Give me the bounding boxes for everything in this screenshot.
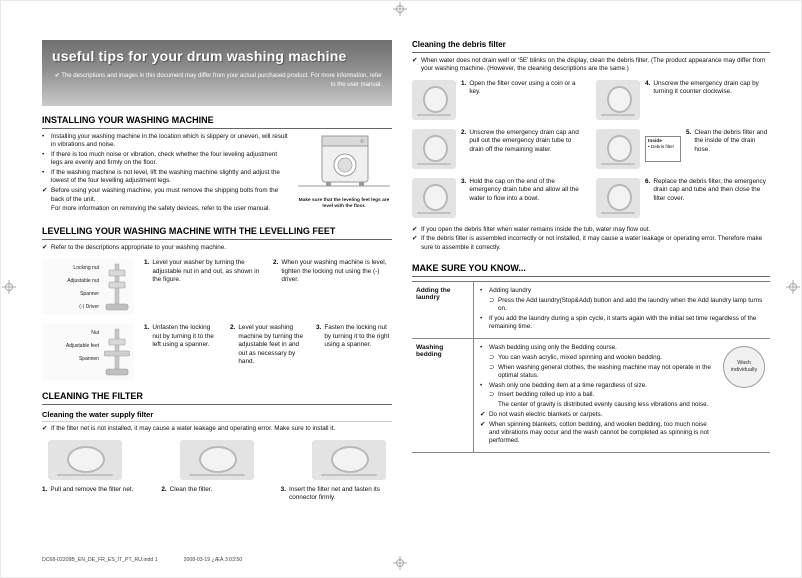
step-number: 2. bbox=[461, 128, 467, 136]
debris-step-5 bbox=[596, 129, 770, 169]
sub-marker: ⊃ bbox=[489, 391, 495, 399]
step-item bbox=[281, 486, 392, 503]
bullet-text: Wash only one bedding item at a time regardless of size. bbox=[489, 381, 647, 389]
levelling-foot-illustration bbox=[104, 262, 130, 312]
bullet-marker: • bbox=[480, 381, 483, 389]
check-marker: ✔ bbox=[412, 235, 418, 243]
registration-mark-left bbox=[2, 280, 16, 294]
diagram-label: Adjustable nut bbox=[67, 278, 99, 285]
step-item bbox=[273, 259, 392, 313]
bullet-marker: • bbox=[480, 314, 483, 322]
bullet-marker: • bbox=[42, 133, 45, 140]
wash-individually-badge: Wash individually bbox=[723, 346, 765, 388]
step-number: 1. bbox=[42, 485, 48, 493]
step-number: 3. bbox=[280, 485, 286, 493]
step-number: 6. bbox=[645, 177, 651, 185]
step-number: 1. bbox=[461, 79, 467, 87]
sub-text: When washing general clothes, the washing machine may not operate in the optimal status. bbox=[498, 363, 711, 379]
step-number: 3. bbox=[461, 177, 467, 185]
debris-step-6-image bbox=[596, 178, 640, 218]
bullet-marker: • bbox=[480, 343, 483, 351]
step-number: 4. bbox=[645, 79, 651, 87]
row-label: Adding the laundry bbox=[412, 282, 474, 338]
diagram-labels bbox=[46, 262, 99, 310]
row-label: Washing bedding bbox=[412, 339, 474, 452]
row-content bbox=[474, 282, 770, 338]
step-number: 2. bbox=[161, 485, 167, 493]
check-line bbox=[412, 235, 770, 252]
continuation-line bbox=[42, 205, 288, 213]
debris-step-1-image bbox=[412, 80, 456, 120]
check-text: If the debris filter is assembled incorrectly or not installed, it may cause a water leakage or operating error. Therefore make sure to assemble it correctly. bbox=[421, 235, 763, 251]
bullet-line bbox=[42, 169, 288, 186]
right-column bbox=[412, 40, 770, 453]
debris-step-4-image bbox=[596, 80, 640, 120]
debris-steps-column-left bbox=[412, 80, 586, 218]
sub-line bbox=[489, 364, 716, 381]
step-number: 3. bbox=[316, 324, 322, 332]
debris-filter-inset-label bbox=[645, 136, 681, 162]
step-text: When your washing machine is level, tighten the locking nut using the (-) driver. bbox=[281, 259, 387, 284]
table-row-adding-laundry bbox=[412, 282, 770, 339]
levelling-method-1 bbox=[42, 259, 392, 315]
step-item bbox=[461, 129, 586, 167]
check-marker: ✔ bbox=[480, 411, 486, 419]
section-title-debris-filter: Cleaning the debris filter bbox=[412, 40, 770, 53]
debris-step-6 bbox=[596, 178, 770, 218]
bullet-text: Adding laundry bbox=[489, 286, 532, 294]
bullet-line bbox=[480, 344, 716, 352]
bullet-line bbox=[42, 151, 288, 168]
left-column bbox=[42, 40, 392, 505]
bullet-line bbox=[480, 315, 764, 332]
footer-date: 2008-03-19 ¿ÆÀ 3:03:50 bbox=[183, 557, 243, 563]
bullet-marker: • bbox=[42, 151, 45, 159]
diagram-labels bbox=[46, 327, 99, 362]
filter-steps bbox=[42, 486, 392, 505]
step-number: 1. bbox=[144, 324, 150, 332]
step-item bbox=[461, 80, 586, 118]
diagram-label: Spannen bbox=[78, 356, 99, 363]
subsection-title-water-supply-filter: Cleaning the water supply filter bbox=[42, 410, 392, 422]
check-text: When water does not drain well or ‘5E’ blinks on the display, clean the debris filter. (The product appearance may differ from your washing machine. (However, the cleaning descriptions are the same.) bbox=[421, 57, 766, 73]
step-text: Unfasten the locking nut by turning it to the left using a spanner. bbox=[152, 324, 214, 349]
step-item bbox=[144, 259, 263, 313]
step-text: Clean the filter. bbox=[169, 485, 213, 493]
bullet-marker: • bbox=[480, 286, 483, 294]
bullet-line bbox=[42, 133, 288, 150]
section-title-installing: INSTALLING YOUR WASHING MACHINE bbox=[42, 115, 392, 129]
inset-label-line2: • Debris filter bbox=[648, 143, 675, 149]
diagram-label: (-) Driver bbox=[79, 304, 99, 311]
print-footer bbox=[42, 557, 242, 563]
check-text: If the filter net is not installed, it may cause a water leakage and operating error. Make sure to install it. bbox=[51, 425, 336, 433]
check-marker: ✔ bbox=[42, 425, 48, 433]
table-row-washing-bedding bbox=[412, 339, 770, 453]
step-number: 2. bbox=[230, 324, 236, 332]
continuation-text: The center of gravity is distributed evenly causing less vibrations and noise. bbox=[498, 401, 709, 409]
registration-mark-right bbox=[786, 280, 800, 294]
levelling-diagram-2 bbox=[42, 324, 134, 380]
registration-mark-bottom bbox=[393, 556, 407, 570]
sub-line bbox=[489, 354, 716, 362]
bullet-text: If you add the laundry during a spin cycle, it starts again with the initial set time regardless of the remaining time. bbox=[489, 314, 757, 331]
step-number: 2. bbox=[273, 259, 279, 267]
step-item bbox=[230, 324, 306, 378]
debris-step-5-image bbox=[596, 129, 640, 169]
check-marker: ✔ bbox=[42, 187, 48, 195]
step-text: Pull and remove the filter net. bbox=[50, 485, 134, 493]
washing-machine-illustration bbox=[296, 133, 392, 191]
diagram-label: Locking nut bbox=[73, 265, 99, 272]
check-line bbox=[42, 244, 392, 252]
footer-file-name: DC68-02209B_EN_DE_FR_ES_IT_PT_RU.indd 1 bbox=[42, 557, 158, 563]
bullet-text: If the washing machine is not level, lift the washing machine slightly and adjust the lowest of the four levelling adjustment legs. bbox=[51, 169, 280, 185]
levelling-steps-2 bbox=[144, 324, 392, 380]
check-text: If you open the debris filter when water remains inside the tub, water may flow out. bbox=[421, 225, 651, 233]
step-item bbox=[645, 178, 770, 216]
empty-marker bbox=[489, 401, 498, 409]
step-number: 1. bbox=[144, 259, 150, 267]
bullet-text: Wash bedding using only the Bedding course. bbox=[489, 343, 617, 351]
sub-marker: ⊃ bbox=[489, 296, 495, 304]
step-text: Level your washing machine by turning the adjustable feet in and out as necessary by hand. bbox=[238, 324, 303, 366]
banner-note: ✔ The descriptions and images in this document may differ from your actual purchased product. For more information, refer to the user manual. bbox=[54, 73, 382, 88]
step-item bbox=[461, 178, 586, 216]
sub-text: Press the Add laundry(Stop&Add) button and add the laundry when the Add laundry lamp turns on. bbox=[498, 296, 763, 313]
check-line bbox=[480, 421, 716, 446]
sub-marker: ⊃ bbox=[489, 363, 495, 371]
step-text: Replace the debris filter, the emergency drain cap and tube and then close the filter cover. bbox=[653, 177, 766, 202]
step-text: Insert the filter net and fasten its connector firmly. bbox=[289, 485, 380, 502]
step-text: Clean the debris filter and the inside of the drain hose. bbox=[694, 128, 768, 153]
installing-text bbox=[42, 133, 288, 215]
step-item bbox=[42, 486, 153, 503]
filter-step-2-image bbox=[180, 440, 254, 480]
check-text: Before using your washing machine, you must remove the shipping bolts from the back of the unit. bbox=[51, 187, 279, 203]
check-text: Refer to the descriptions appropriate to your washing machine. bbox=[51, 244, 227, 252]
step-number: 5. bbox=[686, 128, 692, 136]
check-text: Do not wash electric blankets or carpets. bbox=[489, 411, 603, 419]
debris-step-4 bbox=[596, 80, 770, 120]
step-text: Hold the cap on the end of the emergency drain tube and allow all the water to flow into a bowl. bbox=[469, 177, 579, 202]
step-item bbox=[686, 129, 770, 167]
filter-step-1-image bbox=[48, 440, 122, 480]
levelling-foot-illustration bbox=[104, 327, 130, 377]
bullet-marker: • bbox=[42, 169, 45, 177]
step-text: Level your washer by turning the adjustable nut in and out, as shown in the figure. bbox=[152, 259, 260, 284]
debris-step-2-image bbox=[412, 129, 456, 169]
row-content bbox=[474, 339, 770, 452]
figure-caption: Make sure that the leveling feet legs are level with the floor. bbox=[298, 198, 390, 210]
check-marker: ✔ bbox=[480, 420, 486, 428]
page-title: useful tips for your drum washing machine bbox=[52, 48, 347, 64]
debris-step-3 bbox=[412, 178, 586, 218]
check-line bbox=[412, 57, 770, 74]
check-line bbox=[412, 226, 770, 234]
debris-steps-column-right bbox=[596, 80, 770, 218]
sub-text: You can wash acrylic, mixed spinning and woolen bedding. bbox=[498, 353, 662, 361]
diagram-label: Nut bbox=[91, 330, 99, 337]
bullet-line bbox=[480, 287, 764, 295]
registration-mark-top bbox=[393, 2, 407, 16]
make-sure-table bbox=[412, 281, 770, 453]
diagram-label: Adjustable feet bbox=[65, 343, 99, 350]
washing-machine-figure bbox=[296, 133, 392, 215]
debris-step-3-image bbox=[412, 178, 456, 218]
continuation-text: For more information on removing the safety devices, refer to the user manual. bbox=[51, 205, 271, 213]
section-title-cleaning-filter: CLEANING THE FILTER bbox=[42, 391, 392, 405]
step-text: Unscrew the emergency drain cap by turning it counter clockwise. bbox=[653, 79, 759, 96]
filter-step-images bbox=[42, 440, 392, 480]
continuation-line bbox=[489, 401, 716, 409]
diagram-label: Spanner bbox=[80, 291, 99, 298]
section-title-levelling: LEVELLING YOUR WASHING MACHINE WITH THE LEVELLING FEET bbox=[42, 226, 392, 240]
sub-marker: ⊃ bbox=[489, 353, 495, 361]
bullet-text: Installing your washing machine in the location which is slippery or uneven, will result in vibrations and noise. bbox=[51, 133, 288, 149]
check-marker: ✔ bbox=[412, 225, 418, 233]
title-banner bbox=[42, 40, 392, 106]
step-text: Unscrew the emergency drain cap and pull out the emergency drain tube to drain off the remaining water. bbox=[469, 128, 579, 153]
step-item bbox=[316, 324, 392, 378]
bullet-line bbox=[480, 382, 716, 390]
empty-marker bbox=[42, 205, 51, 213]
bullet-text: If there is too much noise or vibration, check whether the four leveling adjustment legs are evenly and firmly on the floor. bbox=[51, 151, 278, 167]
step-item bbox=[161, 486, 272, 503]
debris-step-1 bbox=[412, 80, 586, 120]
debris-steps-grid bbox=[412, 80, 770, 218]
check-line bbox=[42, 425, 392, 433]
check-line bbox=[42, 187, 288, 204]
debris-step-2 bbox=[412, 129, 586, 169]
section-title-make-sure: MAKE SURE YOU KNOW... bbox=[412, 263, 770, 277]
filter-step-3-image bbox=[312, 440, 386, 480]
step-text: Fasten the locking nut by turning it to the right using a spanner. bbox=[324, 324, 390, 349]
check-text: When spinning blankets, cotton bedding, and woolen bedding, too much noise and vibrations may occur and the wash cannot be completed as spinning is not performed. bbox=[489, 420, 709, 445]
sub-line bbox=[489, 297, 764, 314]
step-item bbox=[144, 324, 220, 378]
sub-line bbox=[489, 391, 716, 399]
check-marker: ✔ bbox=[412, 57, 418, 64]
check-marker: ✔ bbox=[42, 244, 48, 252]
sub-text: Insert bedding rolled up into a ball. bbox=[498, 391, 595, 399]
check-line bbox=[480, 411, 716, 419]
installing-body bbox=[42, 133, 392, 215]
levelling-method-2 bbox=[42, 324, 392, 380]
levelling-diagram-1 bbox=[42, 259, 134, 315]
levelling-steps-1 bbox=[144, 259, 392, 315]
inset-label-line1: Inside bbox=[648, 138, 662, 144]
step-text: Open the filter cover using a coin or a key. bbox=[469, 79, 576, 96]
step-item bbox=[645, 80, 770, 118]
